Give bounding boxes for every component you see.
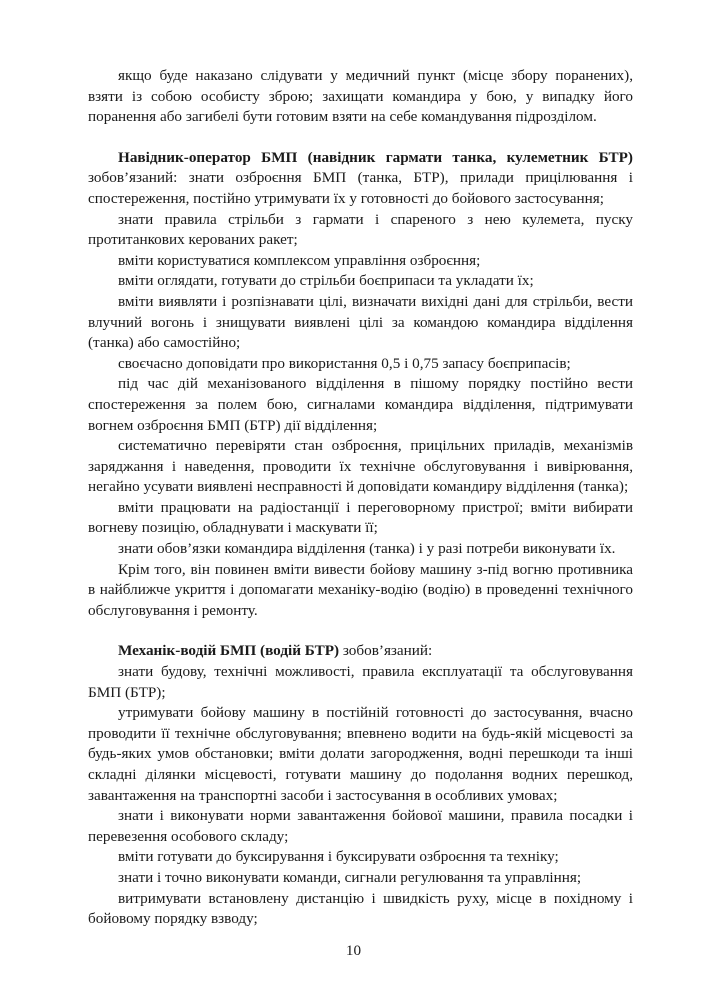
gunner-paragraph: під час дій механізованого відділення в пішому порядку постійно вести спостереження за полем бою, сигналами командира відділення, підтримувати вогнем озброєння БМП (БТР) дії відділення; <box>88 375 633 434</box>
gunner-heading-tail: зобов’язаний: знати озброєння БМП (танка, БТР), прилади прицілювання і спостереження, постійно утримувати їх у готовності до бойового застосування; <box>88 169 633 207</box>
gunner-section-intro <box>88 148 633 210</box>
gunner-heading: Навідник-оператор БМП (навідник гармати танка, кулеметник БТР) <box>118 148 633 166</box>
driver-section-intro <box>88 641 633 662</box>
gunner-paragraph: знати правила стрільби з гармати і спареного з нею кулемета, пуску протитанкових керованих ракет; <box>88 210 633 249</box>
gunner-paragraph: Крім того, він повинен вміти вивести бойову машину з-під вогню противника в найближче укриття і допомагати механіку-водію (водію) в проведенні технічного обслуговування і ремонту. <box>88 560 633 619</box>
driver-heading: Механік-водій БМП (водій БТР) <box>118 642 340 660</box>
gunner-paragraph: вміти виявляти і розпізнавати цілі, визначати вихідні дані для стрільби, вести влучний вогонь і знищувати виявлені цілі за командою командира відділення (танка) або самостійно; <box>88 292 633 352</box>
driver-paragraph: вміти готувати до буксирування і буксирувати озброєння та техніку; <box>118 848 559 866</box>
intro-paragraph: якщо буде наказано слідувати у медичний пункт (місце збору поранених), взяти із собою особисту зброю; захищати командира у бою, у випадку його поранення або загибелі бути готовим взяти на себе командування підрозділом. <box>88 67 633 126</box>
driver-paragraph: знати будову, технічні можливості, правила експлуатації та обслуговування БМП (БТР); <box>88 663 633 701</box>
gunner-paragraph: вміти користуватися комплексом управління озброєння; <box>118 251 481 269</box>
gunner-paragraph: систематично перевіряти стан озброєння, прицільних приладів, механізмів заряджання і наведення, проводити їх технічне обслуговування і вивірювання, негайно усувати виявлені несправності й доповідати командиру відділення (танка); <box>88 437 633 496</box>
driver-paragraph: знати і точно виконувати команди, сигнали регулювання та управління; <box>118 868 582 886</box>
gunner-paragraph: своєчасно доповідати про використання 0,5 і 0,75 запасу боєприпасів; <box>118 354 571 372</box>
driver-heading-tail: зобов’язаний: <box>339 642 433 660</box>
page-number: 10 <box>345 942 362 959</box>
driver-paragraph: витримувати встановлену дистанцію і швидкість руху, місце в похідному і бойовому порядку взводу; <box>88 889 633 928</box>
driver-paragraph: знати і виконувати норми завантаження бойової машини, правила посадки і перевезення особового складу; <box>88 807 633 845</box>
driver-paragraph: утримувати бойову машину в постійній готовності до застосування, вчасно проводити її технічне обслуговування; впевнено водити на будь-якій місцевості за будь-яких умов обстановки; вміти долати загородження, водні перешкоди та інші складні ділянки місцевості, готувати машину до подолання водних перешкод, завантаження на транспортні засоби і застосування в особливих умовах; <box>88 704 633 804</box>
gunner-paragraph: вміти оглядати, готувати до стрільби боєприпаси та укладати їх; <box>118 272 534 290</box>
gunner-paragraph: знати обов’язки командира відділення (танка) і у разі потреби виконувати їх. <box>118 540 616 558</box>
gunner-paragraph: вміти працювати на радіостанції і переговорному пристрої; вміти вибирати вогневу позицію, обладнувати і маскувати її; <box>88 498 633 537</box>
document-page <box>88 66 633 930</box>
